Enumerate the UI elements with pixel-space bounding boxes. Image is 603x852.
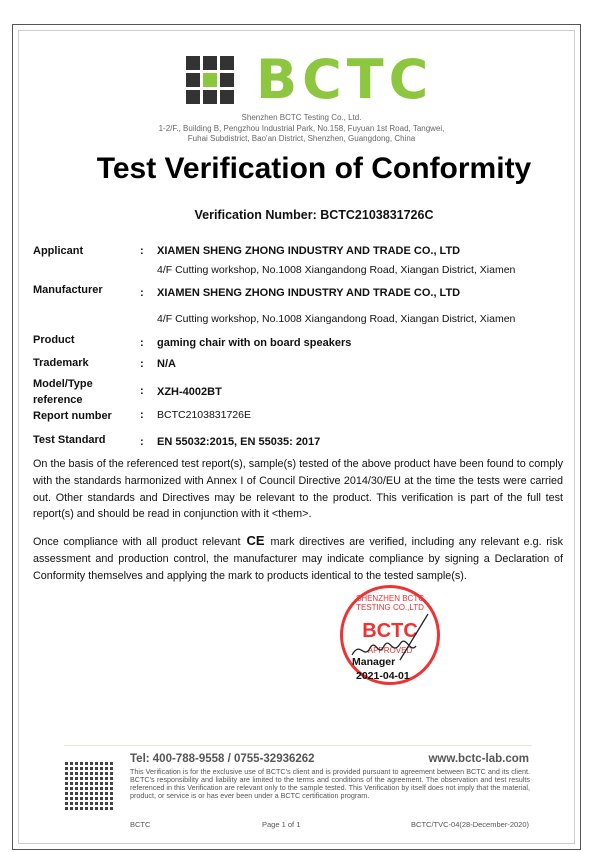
colon: :	[140, 436, 144, 448]
test-standard-value: EN 55032:2015, EN 55035: 2017	[157, 436, 321, 448]
website-link[interactable]: www.bctc-lab.com	[428, 753, 529, 765]
colon: :	[140, 337, 144, 349]
report-number-value: BCTC2103831726E	[157, 409, 251, 421]
logo-grid-icon	[186, 56, 234, 104]
report-number-label: Report number	[33, 410, 112, 422]
disclaimer: This Verification is for the exclusive use of BCTC's client and is provided pursuant to agreement between BCTC and its client. BCTC's responsibility and liability are limited to the terms and conditions of the agreement. The observation and test results referenced in this Verification are relevant only to the sample tested. This Verification by itself does not imply that the material, product, or service is or has ever been under a BCTC certification program.	[130, 767, 530, 800]
form-code: BCTC/TVC-04(28-December-2020)	[411, 820, 529, 829]
stamp-approved-text: APPROVED	[367, 646, 413, 655]
logo-text: BCTC	[256, 48, 434, 111]
colon: :	[140, 385, 144, 397]
bctc-logo	[186, 48, 433, 111]
footer-divider	[64, 745, 532, 746]
model-label-line1: Model/Type	[33, 378, 93, 390]
test-standard-label: Test Standard	[33, 434, 106, 446]
compliance-paragraph: On the basis of the referenced test report(s), sample(s) tested of the above product have been found to comply with the standards harmonized with Annex I of Council Directive 2014/30/EU at the time the tests were carried out. Other standards and Directives may be relevant to the product. This verification is part of the full test report(s) and should be read in conjunction with it <them>.	[33, 458, 563, 521]
page-number: Page 1 of 1	[262, 820, 301, 829]
ce-paragraph-end: mark directives are verified, including any relevant e.g. risk assessment and production control, the manufacturer may indicate compliance by signing a Declaration of Conformity themselves and applying the mark to products identical to the tested sample(s).	[33, 536, 563, 582]
colon: :	[140, 245, 144, 257]
address-line-2: Fuhai Subdistrict, Bao'an District, Shenzhen, Guangdong, China	[187, 134, 416, 143]
product-value: gaming chair with on board speakers	[157, 337, 352, 349]
signature-date: 2021-04-01	[356, 670, 410, 682]
manufacturer-name: XIAMEN SHENG ZHONG INDUSTRY AND TRADE CO., LTD	[157, 287, 461, 299]
address-line-1: 1-2/F., Building B, Pengzhou Industrial Park, No.158, Fuyuan 1st Road, Tangwei,	[158, 123, 445, 133]
company-address	[0, 113, 603, 145]
colon: :	[140, 409, 144, 421]
ce-paragraph	[33, 533, 563, 584]
ce-mark-icon: CE	[246, 533, 265, 548]
trademark-value: N/A	[157, 358, 176, 370]
model-value: XZH-4002BT	[157, 386, 222, 398]
company-name: Shenzhen BCTC Testing Co., Ltd.	[241, 113, 362, 122]
trademark-label: Trademark	[33, 357, 89, 369]
colon: :	[140, 358, 144, 370]
product-label: Product	[33, 334, 75, 346]
telephone: Tel: 400-788-9558 / 0755-32936262	[130, 753, 315, 765]
model-label-line2: reference	[33, 394, 83, 406]
signatory-role: Manager	[352, 656, 396, 668]
stamp-ring-text: SHENZHEN BCTC TESTING CO.,LTD	[355, 594, 424, 612]
applicant-address: 4/F Cutting workshop, No.1008 Xiangandong Road, Xiangan District, Xiamen	[157, 264, 516, 276]
qr-code-icon[interactable]	[65, 760, 115, 810]
footer-company: BCTC	[130, 820, 151, 829]
ce-paragraph-start: Once compliance with all product relevant	[33, 536, 241, 548]
applicant-name: XIAMEN SHENG ZHONG INDUSTRY AND TRADE CO., LTD	[157, 245, 461, 257]
document-title: Test Verification of Conformity	[96, 152, 532, 185]
manufacturer-address: 4/F Cutting workshop, No.1008 Xiangandong Road, Xiangan District, Xiamen	[157, 313, 516, 325]
verification-number: Verification Number: BCTC2103831726C	[194, 208, 434, 222]
stamp-center-text: BCTC	[362, 620, 418, 642]
model-label	[33, 377, 93, 407]
colon: :	[140, 287, 144, 299]
applicant-label: Applicant	[33, 245, 84, 257]
manufacturer-label: Manufacturer	[33, 284, 103, 296]
